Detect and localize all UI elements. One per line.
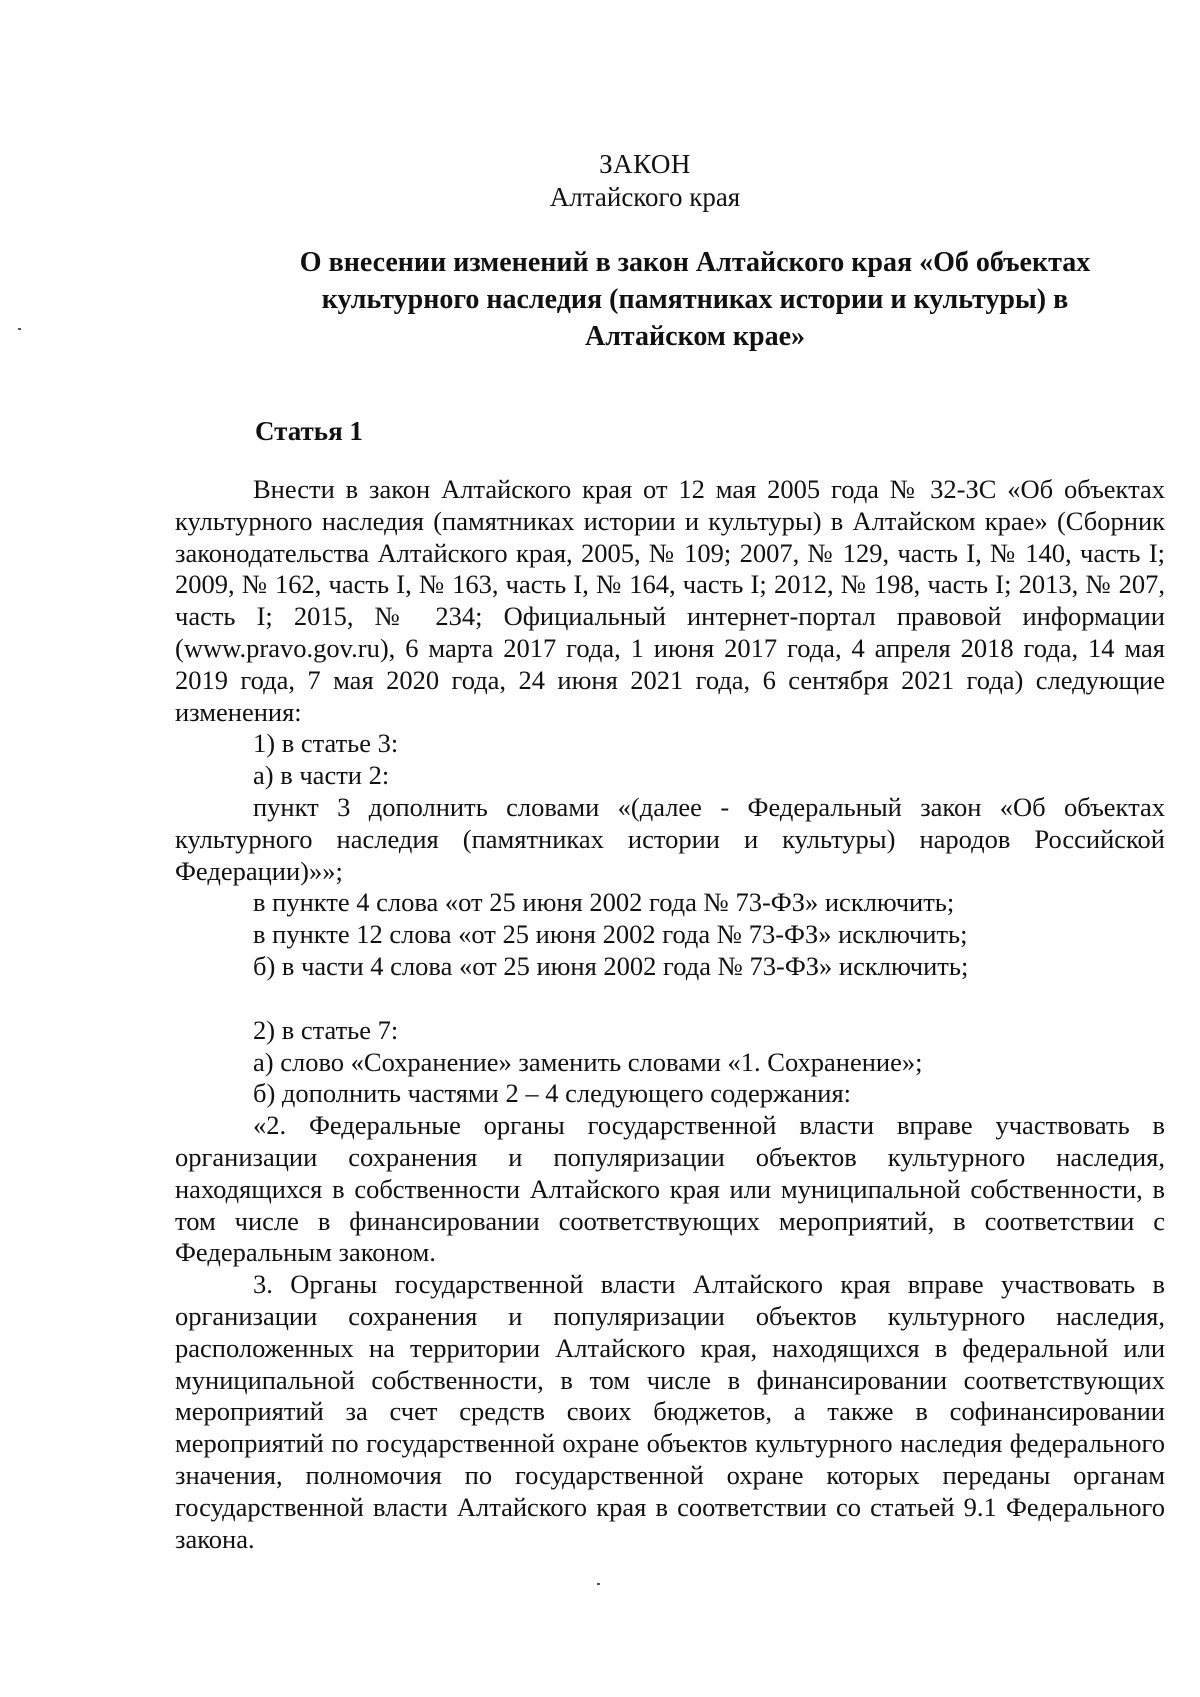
- paragraph: 2) в статье 7:: [253, 1014, 399, 1045]
- paragraph: пункт 3 дополнить словами «(далее - Федеральный закон «Об объектах культурного наследия (памятниках истории и культуры) народов Российской Федерации)»»;: [175, 791, 1165, 886]
- scan-speck: [18, 328, 21, 330]
- paragraph-gap: [175, 983, 1165, 1015]
- article-heading: Статья 1: [255, 416, 363, 446]
- paragraph: 3. Органы государственной власти Алтайского края вправе участвовать в организации сохранения и популяризации объектов культурного наследия, расположенных на территории Алтайского края, находящихся в федеральной или муниципальной собственности, в том числе в финансировании соответствующих мероприятий за счет средств своих бюджетов, а также в софинансировании мероприятий по государственной охране объектов культурного наследия федерального значения, полномочия по государственной охране которых переданы органам государственной власти Алтайского края в соответствии со статьей 9.1 Федерального закона.: [175, 1269, 1165, 1554]
- paragraph: в пункте 4 слова «от 25 июня 2002 года № 73-ФЗ» исключить;: [253, 887, 955, 918]
- paragraph: а) в части 2:: [253, 760, 390, 791]
- paragraph: а) слово «Сохранение» заменить словами «1. Сохранение»;: [253, 1046, 923, 1077]
- paragraph: в пункте 12 слова «от 25 июня 2002 года № 73-ФЗ» исключить;: [253, 919, 968, 950]
- scan-speck: [597, 1583, 600, 1585]
- paragraph: Внести в закон Алтайского края от 12 мая 2005 года № 32-ЗС «Об объектах культурного наследия (памятниках истории и культуры) в Алтайском крае» (Сборник законодательства Алтайского края, 2005, № 109; 2007, № 129, часть I, № 140, часть I; 2009, № 162, часть I, № 163, часть I, № 164, часть I; 2012, № 198, часть I; 2013, № 207, часть I; 2015, № 234; Официальный интернет-портал правовой информации (www.pravo.gov.ru), 6 марта 2017 года, 1 июня 2017 года, 4 апреля 2018 года, 14 мая 2019 года, 7 мая 2020 года, 24 июня 2021 года, 6 сентября 2021 года) следующие изменения:: [175, 474, 1165, 727]
- article-body: [175, 474, 1165, 1555]
- paragraph: 1) в статье 3:: [253, 728, 399, 759]
- law-title: О внесении изменений в закон Алтайского края «Об объектах культурного наследия (памятниках истории и культуры) в Алтайском крае»: [299, 247, 1091, 352]
- paragraph: «2. Федеральные органы государственной власти вправе участвовать в организации сохранения и популяризации объектов культурного наследия, находящихся в собственности Алтайского края или муниципальной собственности, в том числе в финансировании соответствующих мероприятий, в соответствии с Федеральным законом.: [175, 1110, 1165, 1268]
- paragraph: б) дополнить частями 2 – 4 следующего содержания:: [253, 1078, 852, 1109]
- document-type: ЗАКОН: [599, 149, 691, 179]
- document-region: Алтайского края: [549, 182, 741, 212]
- paragraph: б) в части 4 слова «от 25 июня 2002 года № 73-ФЗ» исключить;: [253, 950, 969, 981]
